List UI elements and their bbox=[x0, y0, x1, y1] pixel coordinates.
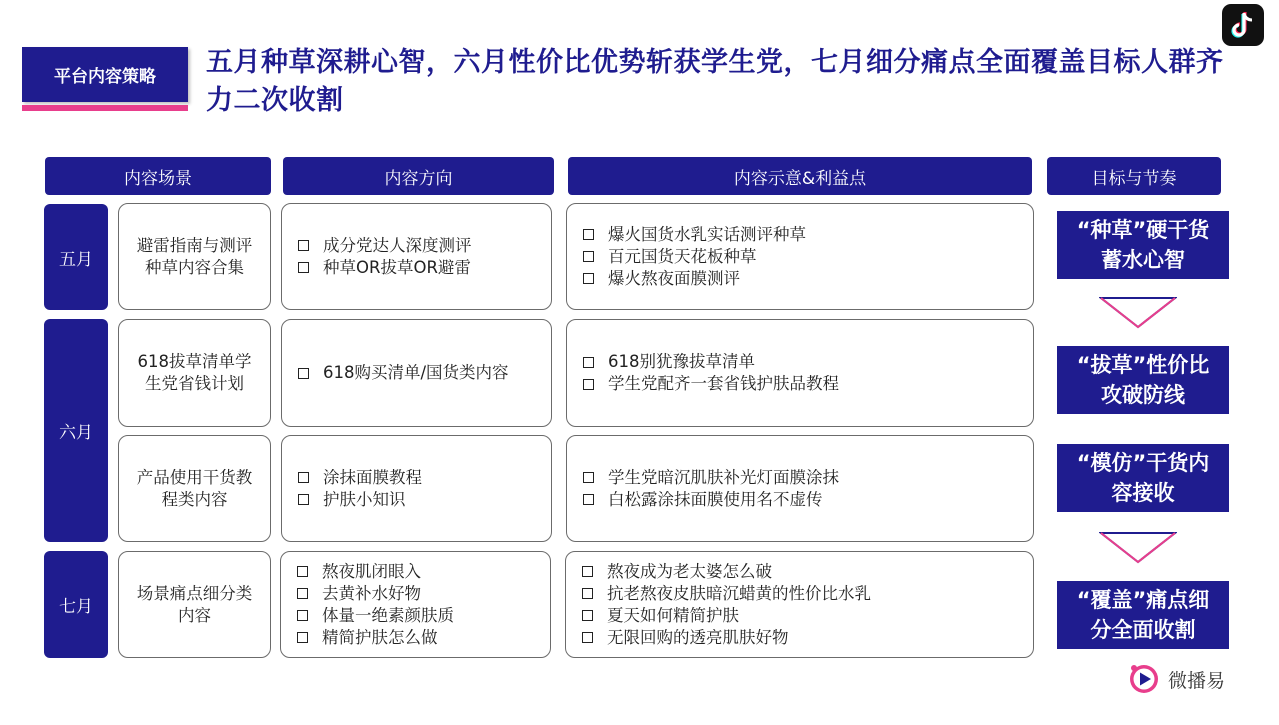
list-item-text: 夏天如何精简护肤 bbox=[607, 605, 739, 625]
checkbox-icon bbox=[582, 588, 593, 599]
goal-box bbox=[1057, 346, 1229, 414]
brand-name: 微播易 bbox=[1168, 669, 1226, 692]
list-item bbox=[298, 467, 551, 489]
brand-logo bbox=[1128, 663, 1225, 695]
direction-cell bbox=[280, 551, 551, 658]
goal-box bbox=[1057, 444, 1229, 512]
goal-text: “模仿”干货内容接收 bbox=[1076, 451, 1210, 505]
list-item-text: 学生党暗沉肌肤补光灯面膜涂抹 bbox=[608, 467, 839, 487]
scene-cell bbox=[118, 551, 271, 658]
goal-box bbox=[1057, 581, 1229, 649]
list-item-text: 618购买清单/国货类内容 bbox=[323, 363, 509, 382]
list-item bbox=[298, 235, 551, 257]
checkbox-icon bbox=[297, 588, 308, 599]
checkbox-icon bbox=[582, 566, 593, 577]
goal-box bbox=[1057, 211, 1229, 279]
scene-text: 场景痛点细分类内容 bbox=[136, 583, 253, 625]
list-item bbox=[298, 362, 551, 384]
list-item bbox=[298, 257, 551, 279]
benefit-cell bbox=[566, 435, 1034, 542]
checkbox-icon bbox=[298, 240, 309, 251]
checkbox-icon bbox=[583, 273, 594, 284]
scene-cell bbox=[118, 319, 271, 427]
scene-text: 避雷指南与测评种草内容合集 bbox=[136, 235, 253, 277]
list-item bbox=[582, 627, 1033, 649]
benefit-cell bbox=[565, 551, 1034, 658]
benefit-cell bbox=[566, 203, 1034, 310]
scene-text: 产品使用干货教程类内容 bbox=[136, 467, 253, 509]
checkbox-icon bbox=[583, 379, 594, 390]
list-item bbox=[583, 373, 1033, 395]
checkbox-icon bbox=[297, 566, 308, 577]
down-arrow-icon bbox=[1099, 296, 1177, 330]
list-item bbox=[583, 224, 1033, 246]
goal-text: “种草”硬干货蓄水心智 bbox=[1076, 218, 1210, 272]
list-item-text: 抗老熬夜皮肤暗沉蜡黄的性价比水乳 bbox=[607, 583, 871, 603]
checkbox-icon bbox=[582, 632, 593, 643]
checkbox-icon bbox=[298, 472, 309, 483]
list-item-text: 618别犹豫拔草清单 bbox=[608, 352, 755, 371]
list-item bbox=[582, 561, 1033, 583]
checkbox-icon bbox=[298, 494, 309, 505]
direction-cell bbox=[281, 435, 552, 542]
checkbox-icon bbox=[298, 262, 309, 273]
list-item bbox=[582, 605, 1033, 627]
direction-cell bbox=[281, 319, 552, 427]
direction-cell bbox=[281, 203, 552, 310]
list-item-text: 爆火熬夜面膜测评 bbox=[608, 268, 740, 288]
tiktok-logo-icon bbox=[1222, 4, 1264, 46]
checkbox-icon bbox=[583, 229, 594, 240]
list-item bbox=[297, 583, 550, 605]
column-header-direction: 内容方向 bbox=[283, 157, 554, 195]
list-item bbox=[297, 627, 550, 649]
page-title: 五月种草深耕心智，六月性价比优势斩获学生党，七月细分痛点全面覆盖目标人群齐力二次收割 bbox=[206, 47, 1224, 116]
list-item bbox=[298, 489, 551, 511]
list-item-text: 白松露涂抹面膜使用名不虚传 bbox=[608, 489, 823, 509]
tag-underline bbox=[22, 105, 188, 111]
play-logo-icon bbox=[1128, 663, 1160, 695]
list-item bbox=[297, 605, 550, 627]
checkbox-icon bbox=[582, 610, 593, 621]
list-item-text: 百元国货天花板种草 bbox=[608, 246, 757, 266]
down-arrow-icon bbox=[1099, 531, 1177, 565]
benefit-cell bbox=[566, 319, 1034, 427]
list-item-text: 种草OR拔草OR避雷 bbox=[323, 257, 471, 277]
column-header-goal: 目标与节奏 bbox=[1047, 157, 1221, 195]
scene-text: 618拔草清单学生党省钱计划 bbox=[137, 352, 252, 393]
month-label-june: 六月 bbox=[44, 319, 108, 542]
list-item-text: 学生党配齐一套省钱护肤品教程 bbox=[608, 374, 839, 393]
list-item-text: 无限回购的透亮肌肤好物 bbox=[607, 627, 789, 647]
list-item-text: 精简护肤怎么做 bbox=[322, 627, 438, 647]
checkbox-icon bbox=[583, 357, 594, 368]
list-item-text: 爆火国货水乳实话测评种草 bbox=[608, 224, 806, 244]
list-item-text: 体量一绝素颜肤质 bbox=[322, 605, 454, 625]
goal-text: “覆盖”痛点细分全面收割 bbox=[1076, 588, 1210, 642]
list-item bbox=[583, 268, 1033, 290]
list-item bbox=[583, 489, 1033, 511]
list-item bbox=[583, 467, 1033, 489]
list-item-text: 护肤小知识 bbox=[323, 489, 406, 509]
list-item bbox=[583, 246, 1033, 268]
list-item-text: 去黄补水好物 bbox=[322, 583, 421, 603]
list-item-text: 熬夜肌闭眼入 bbox=[322, 561, 421, 581]
list-item bbox=[582, 583, 1033, 605]
checkbox-icon bbox=[583, 494, 594, 505]
month-label-may: 五月 bbox=[44, 204, 108, 310]
checkbox-icon bbox=[297, 610, 308, 621]
list-item-text: 熬夜成为老太婆怎么破 bbox=[607, 561, 772, 581]
checkbox-icon bbox=[583, 472, 594, 483]
scene-cell bbox=[118, 435, 271, 542]
list-item bbox=[297, 561, 550, 583]
scene-cell bbox=[118, 203, 271, 310]
checkbox-icon bbox=[298, 368, 309, 379]
section-tag: 平台内容策略 bbox=[22, 47, 188, 102]
column-header-benefit: 内容示意&利益点 bbox=[568, 157, 1032, 195]
column-header-scene: 内容场景 bbox=[45, 157, 271, 195]
list-item-text: 涂抹面膜教程 bbox=[323, 467, 422, 487]
month-label-july: 七月 bbox=[44, 551, 108, 658]
checkbox-icon bbox=[297, 632, 308, 643]
goal-text: “拔草”性价比攻破防线 bbox=[1076, 353, 1210, 407]
list-item-text: 成分党达人深度测评 bbox=[323, 235, 472, 255]
checkbox-icon bbox=[583, 251, 594, 262]
list-item bbox=[583, 351, 1033, 373]
